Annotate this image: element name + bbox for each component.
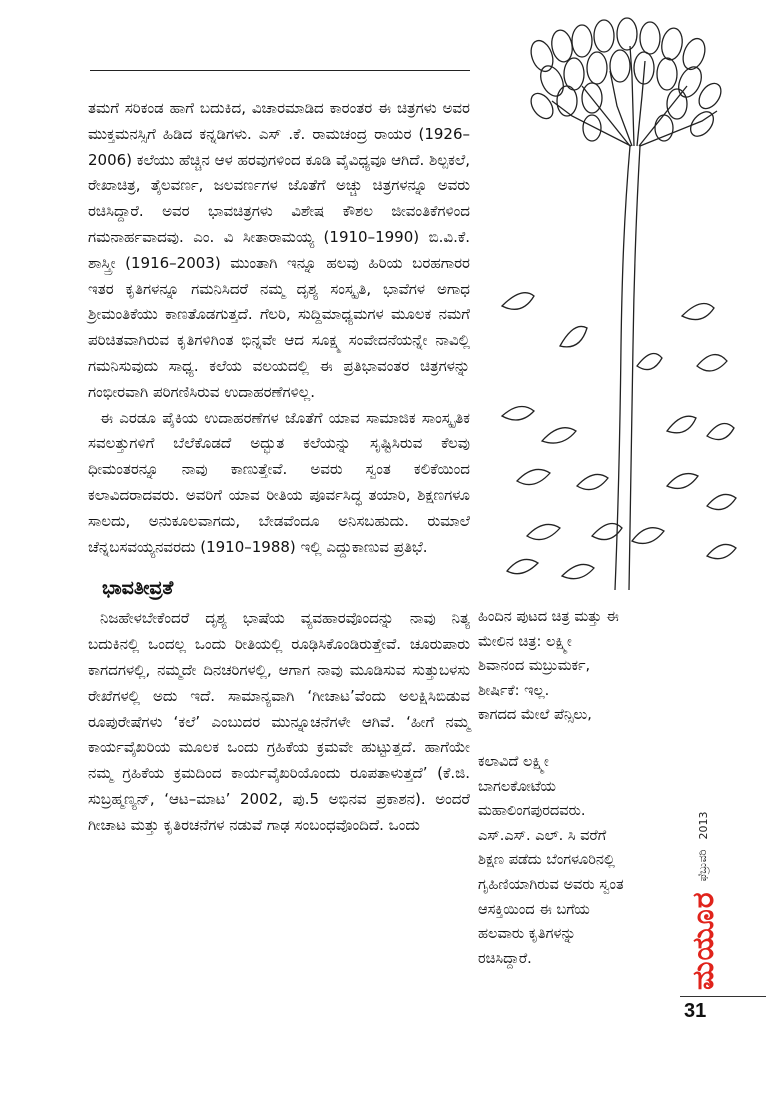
artist-bio-line: ಗೃಹಿಣಿಯಾಗಿರುವ ಅವರು ಸ್ವಂತ (478, 876, 624, 893)
paragraph-1: ತಮಗೆ ಸರಿಕಂಡ ಹಾಗೆ ಬದುಕಿದ, ವಿಚಾರಮಾಡಿದ ಕಾರಂತರ ಈ ಚಿತ್ರಗಳು ಅವರ ಮುಕ್ತಮನಸ್ಸಿಗೆ ಹಿಡಿದ ಕನ್ನಡಿಗಳು. ಎಸ್ .ಕೆ. ರಾಮಚಂದ್ರ ರಾಯರ (1926–2006) ಕಲೆಯು ಹೆಚ್ಚಿನ ಆಳ ಹರವುಗಳಿಂದ ಕೂಡಿ ವೈವಿಧ್ಯವೂ ಆಗಿದೆ. ಶಿಲ್ಪಕಲೆ, ರೇಖಾಚಿತ್ರ, ತೈಲವರ್ಣ, ಜಲವರ್ಣಗಳ ಜೊತೆಗೆ ಅಚ್ಚು ಚಿತ್ರಗಳನ್ನೂ ಅವರು ರಚಿಸಿದ್ದಾರೆ. ಅವರ ಭಾವಚಿತ್ರಗಳು ವಿಶೇಷ ಕೌಶಲ ಜೀವಂತಿಕೆಗಳಿಂದ ಗಮನಾರ್ಹವಾದವು. ಎಂ. ವಿ ಸೀತಾರಾಮಯ್ಯ (1910–1990) ಬಿ.ವಿ.ಕೆ. ಶಾಸ್ತ್ರೀ (1916–2003) ಮುಂತಾಗಿ ಇನ್ನೂ ಹಲವು ಹಿರಿಯ ಬರಹಗಾರರ ಇತರ ಕೃತಿಗಳನ್ನೂ ಗಮನಿಸಿದರೆ ನಮ್ಮ ದೃಶ್ಯ ಸಂಸ್ಕೃತಿ, ಭಾವೆಗಳ ಅಗಾಧ ಶ್ರೀಮಂತಿಕೆಯು ಕಾಣತೊಡಗುತ್ತದೆ. ಗೆಲರಿ, ಸುದ್ದಿಮಾಧ್ಯಮಗಳ ಮೂಲಕ ನಮಗೆ ಪರಿಚಿತವಾಗಿರುವ ಕೃತಿಗಳಿಗಿಂತ ಭಿನ್ನವೇ ಆದ ಸೂಕ್ಷ್ಮ ಸಂವೇದನೆಯನ್ನೇ ನಾವಿಲ್ಲಿ ಗಮನಿಸುವುದು ಸಾಧ್ಯ. ಕಲೆಯ ವಲಯದಲ್ಲಿ ಈ ಪ್ರತಿಭಾವಂತರ ಚಿತ್ರಗಳನ್ನು ಗಂಭೀರವಾಗಿ ಪರಿಗಣಿಸಿರುವ ಉದಾಹರಣೆಗಳಿಲ್ಲ. (88, 99, 470, 401)
caption-line: ಹಿಂದಿನ ಪುಟದ ಚಿತ್ರ ಮತ್ತು ಈ (478, 609, 619, 625)
artist-bio-line: ಎಸ್.ಎಸ್. ಎಲ್. ಸಿ ವರೆಗೆ (478, 827, 607, 844)
magazine-sidebar (683, 770, 723, 990)
image-caption (478, 605, 668, 971)
footer-rule (680, 996, 766, 997)
paragraph-3: ನಿಜಹೇಳಬೇಕೆಂದರೆ ದೃಶ್ಯ ಭಾಷೆಯ ವ್ಯವಹಾರವೊಂದನ್ನು ನಾವು ನಿತ್ಯ ಬದುಕಿನಲ್ಲಿ ಒಂದಲ್ಲ ಒಂದು ರೀತಿಯಲ್ಲಿ ರೂಢಿಸಿಕೊಂಡಿರುತ್ತೇವೆ. ಚೂರುಪಾರು ಕಾಗದಗಳಲ್ಲಿ, ನಮ್ಮದೇ ದಿನಚರಿಗಳಲ್ಲಿ, ಆಗಾಗ ನಾವು ಮೂಡಿಸುವ ಸುತ್ತುಬಳಸು ರೇಖೆಗಳಲ್ಲಿ ಅದು ಇದೆ. ಸಾಮಾನ್ಯವಾಗಿ ‘ಗೀಚಾಟ’ವೆಂದು ಅಲಕ್ಷಿಸಿಬಿಡುವ ರೂಪುರೇಷೆಗಳು ‘ಕಲೆ’ ಎಂಬುದರ ಮುನ್ನೂಚನೆಗಳೇ ಆಗಿವೆ. ‘ಹೀಗೆ ನಮ್ಮ ಕಾರ್ಯವೈಖರಿಯ ಮೂಲಕ ಒಂದು ಗ್ರಹಿಕೆಯ ಕ್ರಮವೇ ಹುಟ್ಟುತ್ತದೆ. ಹಾಗೆಯೇ ನಮ್ಮ ಗ್ರಹಿಕೆಯ ಕ್ರಮದಿಂದ ಕಾರ್ಯವೈಖರಿಯೊಂದು ರೂಪತಾಳುತ್ತದೆ’ (ಕೆ.ಜಿ. ಸುಬ್ರಹ್ಮಣ್ಯನ್, ‘ಆಟ–ಮಾಟ’ 2002, ಪು.5 ಅಭಿನವ ಪ್ರಕಾಶನ). ಅಂದರೆ ಗೀಚಾಟ ಮತ್ತು ಕೃತಿರಚನೆಗಳ ನಡುವೆ ಗಾಢ ಸಂಬಂಧವೊಂದಿದೆ. ಒಂದು (88, 609, 470, 834)
artist-bio-line: ಕಲಾವಿದೆ ಲಕ್ಷ್ಮೀ (478, 753, 549, 770)
artist-bio-line: ಹಲವಾರು ಕೃತಿಗಳನ್ನು (478, 926, 576, 943)
page-number: 31 (684, 1000, 707, 1022)
tree-drawing-illustration (482, 16, 742, 596)
artist-bio-line: ರಚಿಸಿದ್ದಾರೆ. (478, 950, 532, 967)
top-rule (90, 70, 470, 71)
issue-year: 2013 (696, 811, 710, 840)
caption-line: ಶೀರ್ಷಿಕೆ: ಇಲ್ಲ. (478, 682, 550, 699)
issue-month: ಫೆಬ್ರುವರಿ (696, 849, 709, 882)
artist-bio-line: ಮಹಾಲಿಂಗಪುರದವರು. (478, 803, 586, 820)
article-column (88, 96, 470, 839)
caption-spacer (478, 728, 668, 750)
magazine-logo: ಮಯೂರ (685, 891, 721, 990)
paragraph-2: ಈ ಎರಡೂ ಪೈಕಿಯ ಉದಾಹರಣೆಗಳ ಜೊತೆಗೆ ಯಾವ ಸಾಮಾಜಿಕ ಸಾಂಸ್ಕೃತಿಕ ಸವಲತ್ತುಗಳಿಗೆ ಬೆಲೆಕೊಡದೆ ಅದ್ಭುತ ಕಲೆಯನ್ನು ಸೃಷ್ಟಿಸಿರುವ ಕೆಲವು ಧೀಮಂತರನ್ನೂ ನಾವು ಕಾಣುತ್ತೇವೆ. ಅವರು ಸ್ವಂತ ಕಲಿಕೆಯಿಂದ ಕಲಾವಿದರಾದವರು. ಅವರಿಗೆ ಯಾವ ರೀತಿಯ ಪೂರ್ವಸಿದ್ಧ ತಯಾರಿ, ಶಿಕ್ಷಣಗಳೂ ಸಾಲದು, ಅನುಕೂಲವಾಗದು, ಬೇಡವೆಂದೂ ಅನಿಸಬಹುದು. ರುಮಾಲೆ ಚೆನ್ನಬಸವಯ್ಯನವರದು (1910–1988) ಇಲ್ಲಿ ಎದ್ದುಕಾಣುವ ಪ್ರತಿಭೆ. (88, 408, 470, 556)
section-heading: ಭಾವತೀವ್ರತೆ (102, 577, 174, 600)
caption-line: ಮೇಲಿನ ಚಿತ್ರ: ಲಕ್ಷ್ಮೀ (478, 633, 572, 650)
caption-line: ಕಾಗದದ ಮೇಲೆ ಪೆನ್ಸಿಲು, (478, 707, 592, 724)
caption-line: ಶಿವಾನಂದ ಮಬ್ರುಮರ್ಕ, (478, 658, 591, 675)
artist-bio-line: ಬಾಗಲಕೋಟೆಯ (478, 778, 556, 795)
artist-bio-line: ಆಸಕ್ತಿಯಿಂದ ಈ ಬಗೆಯ (478, 901, 590, 918)
artist-bio-line: ಶಿಕ್ಷಣ ಪಡೆದು ಬೆಂಗಳೂರಿನಲ್ಲಿ (478, 852, 615, 869)
